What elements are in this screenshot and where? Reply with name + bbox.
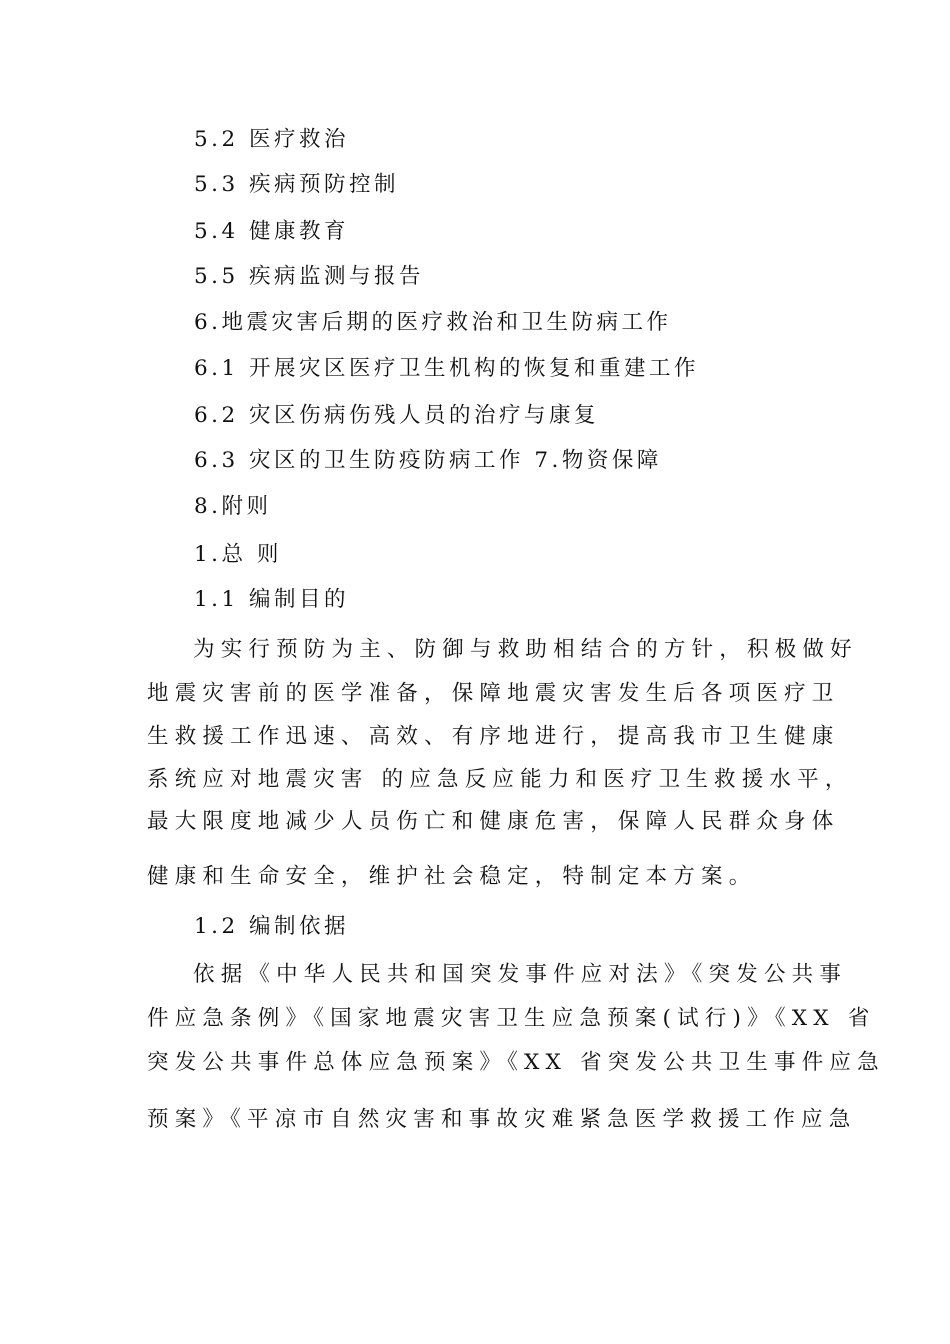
paragraph-line: 依据《中华人民共和国突发事件应对法》《突发公共事 — [193, 962, 848, 987]
toc-item-5-5: 5.5 疾病监测与报告 — [194, 264, 425, 289]
toc-item-6-3: 6.3 灾区的卫生防疫防病工作 7.物资保障 — [194, 448, 662, 473]
paragraph-line: 地震灾害前的医学准备，保障地震灾害发生后各项医疗卫 — [147, 681, 840, 706]
subsection-title-1-1: 1.1 编制目的 — [194, 587, 350, 612]
toc-item-6-1: 6.1 开展灾区医疗卫生机构的恢复和重建工作 — [194, 356, 700, 381]
paragraph-line: 最大限度地减少人员伤亡和健康危害，保障人民群众身体 — [147, 809, 840, 834]
toc-item-5-3: 5.3 疾病预防控制 — [194, 172, 400, 197]
toc-item-5-2: 5.2 医疗救治 — [194, 127, 350, 152]
section-title: 1.总 则 — [194, 542, 282, 567]
subsection-title-1-2: 1.2 编制依据 — [194, 914, 350, 939]
paragraph-line: 健康和生命安全，维护社会稳定，特制定本方案。 — [147, 864, 757, 889]
toc-item-6-2: 6.2 灾区伤病伤残人员的治疗与康复 — [194, 403, 600, 428]
paragraph-line: 生救援工作迅速、高效、有序地进行，提高我市卫生健康 — [147, 724, 840, 749]
paragraph-line: 件应急条例》《国家地震灾害卫生应急预案(试行)》《XX 省 — [147, 1006, 876, 1031]
paragraph-line: 系统应对地震灾害 的应急反应能力和医疗卫生救援水平， — [147, 767, 853, 792]
paragraph-line: 为实行预防为主、防御与救助相结合的方针，积极做好 — [193, 637, 858, 662]
toc-item-6: 6.地震灾害后期的医疗救治和卫生防病工作 — [194, 310, 672, 335]
paragraph-line: 预案》《平凉市自然灾害和事故灾难紧急医学救援工作应急 — [147, 1107, 857, 1132]
paragraph-line: 突发公共事件总体应急预案》《XX 省突发公共卫生事件应急 — [147, 1050, 885, 1075]
toc-item-5-4: 5.4 健康教育 — [194, 219, 350, 244]
toc-item-8: 8.附则 — [194, 494, 272, 519]
